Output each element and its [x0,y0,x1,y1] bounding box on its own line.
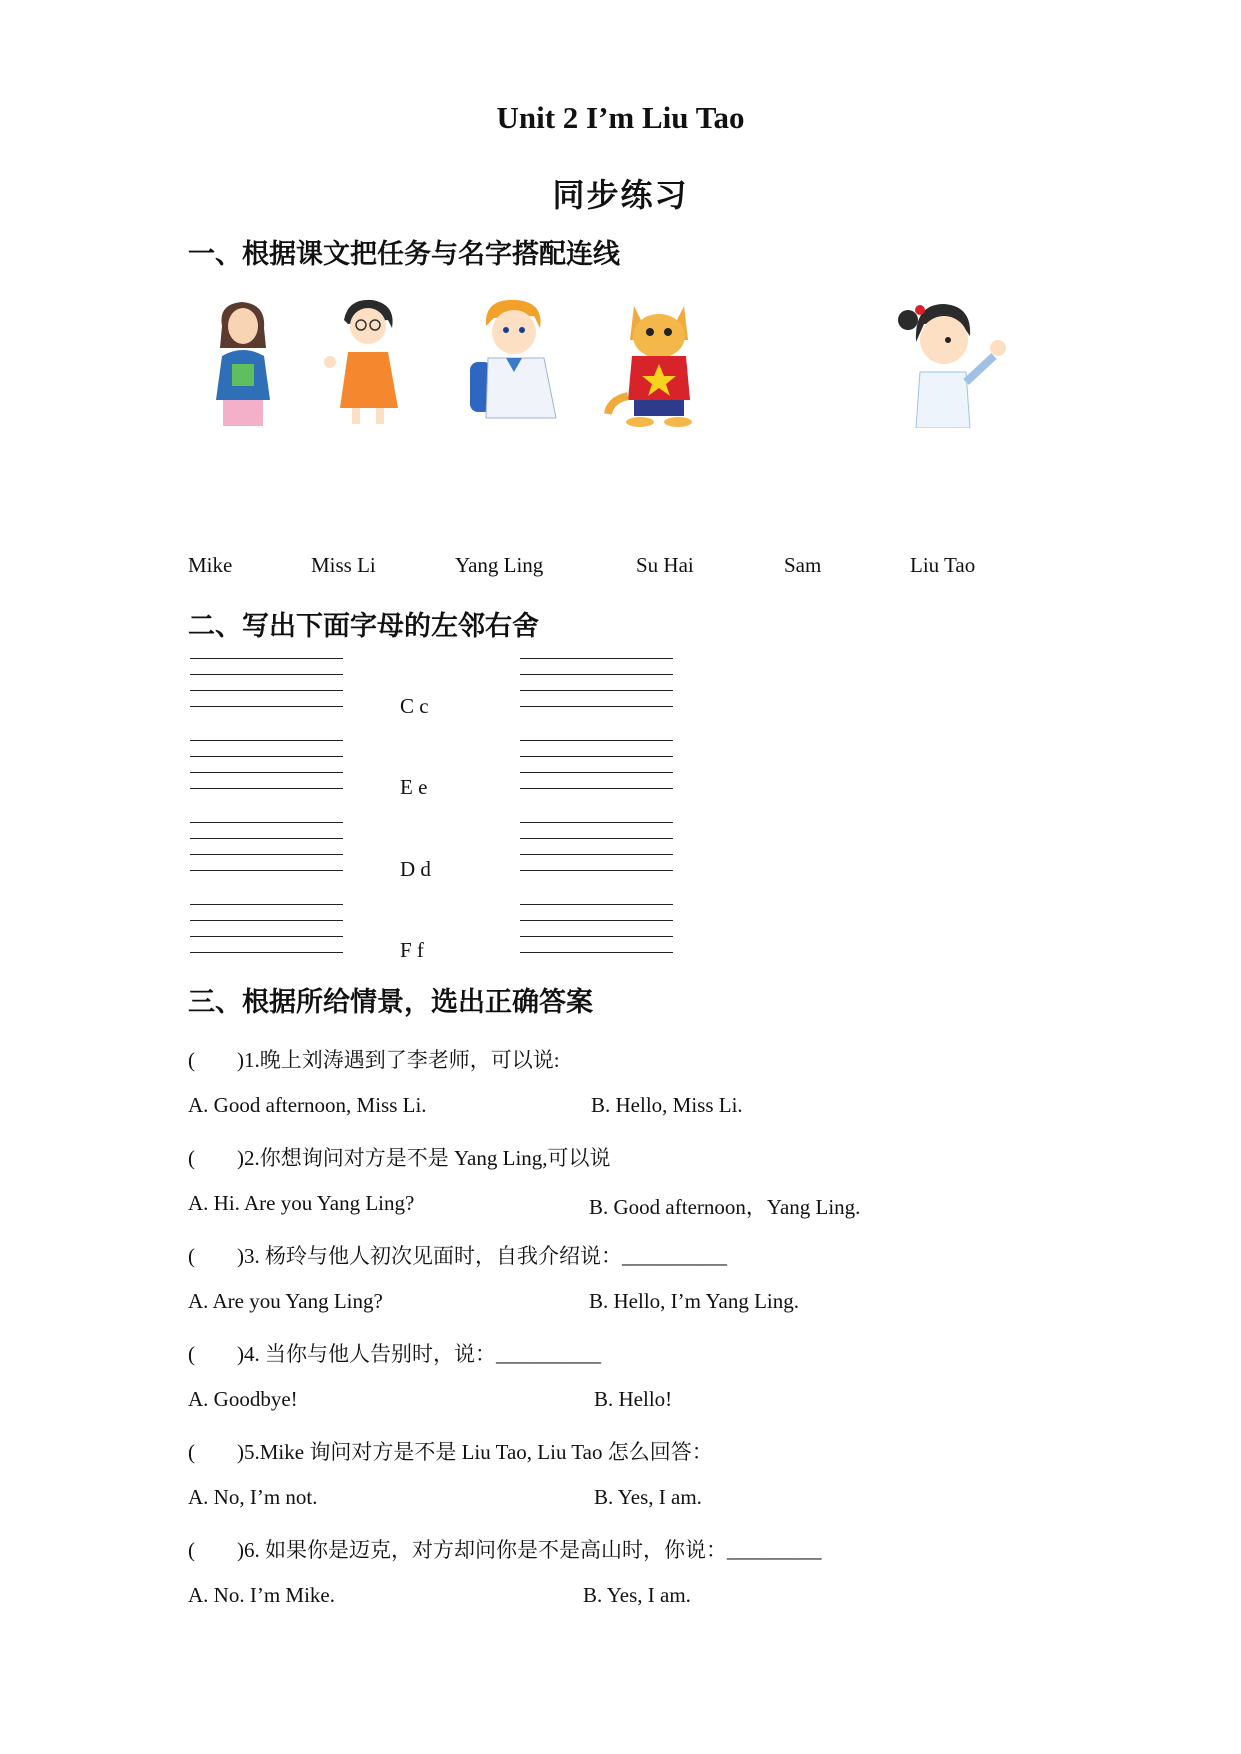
writing-line [520,854,673,855]
question-3-option-b: B. Hello, I’m Yang Ling. [589,1289,799,1313]
writing-line [520,904,673,905]
question-5: ( )5.Mike 询问对方是不是 Liu Tao, Liu Tao 怎么回答： [188,1440,713,1464]
letter-f: F f [400,938,424,962]
writing-line [520,788,673,789]
question-6-option-b: B. Yes, I am. [583,1583,691,1607]
writing-line [520,772,673,773]
cat-figure [604,296,714,428]
name-sam: Sam [784,553,822,577]
writing-line [520,658,673,659]
question-4-option-a: A. Goodbye! [188,1387,298,1411]
page-subtitle: 同步练习 [552,177,689,213]
question-3: ( )3. 杨玲与他人初次见面时，自我介绍说：__________ [188,1244,727,1268]
section1-heading: 一、根据课文把任务与名字搭配连线 [188,239,620,270]
name-yang-ling: Yang Ling [455,553,544,577]
girl-glasses-figure [322,296,412,428]
writing-line [520,920,673,921]
writing-line [190,690,343,691]
question-1-option-a: A. Good afternoon, Miss Li. [188,1093,427,1117]
name-liu-tao: Liu Tao [910,553,976,577]
question-4-option-b: B. Hello! [594,1387,673,1411]
name-su-hai: Su Hai [636,553,694,577]
page-title: Unit 2 I’m Liu Tao [496,100,745,135]
question-2-option-a: A. Hi. Are you Yang Ling? [188,1191,415,1215]
writing-line [190,870,343,871]
writing-line [190,838,343,839]
section3-heading: 三、根据所给情景，选出正确答案 [188,987,593,1018]
writing-line [190,854,343,855]
question-5-option-b: B. Yes, I am. [594,1485,702,1509]
writing-line [520,674,673,675]
question-2-option-b: B. Good afternoon，Yang Ling. [589,1195,861,1219]
writing-line [190,920,343,921]
writing-line [190,788,343,789]
letter-d: D d [400,857,431,881]
writing-line [190,772,343,773]
question-6: ( )6. 如果你是迈克，对方却问你是不是高山时，你说：_________ [188,1538,822,1562]
girl-ponytail-figure [890,296,1010,428]
name-mike: Mike [188,553,233,577]
writing-line [520,706,673,707]
question-3-option-a: A. Are you Yang Ling? [188,1289,383,1313]
writing-line [520,690,673,691]
writing-line [190,952,343,953]
writing-line [190,706,343,707]
writing-line [520,740,673,741]
writing-line [520,838,673,839]
writing-line [190,674,343,675]
writing-line [520,822,673,823]
question-1: ( )1.晚上刘涛遇到了李老师，可以说: [188,1048,560,1072]
letter-e: E e [400,775,428,799]
name-miss-li: Miss Li [311,553,376,577]
writing-line [190,756,343,757]
writing-line [190,822,343,823]
question-6-option-a: A. No. I’m Mike. [188,1583,335,1607]
writing-line [190,904,343,905]
writing-line [190,740,343,741]
section2-heading: 二、写出下面字母的左邻右舍 [188,611,539,642]
writing-line [520,952,673,953]
teacher-figure [208,296,278,428]
question-5-option-a: A. No, I’m not. [188,1485,318,1509]
writing-line [190,658,343,659]
letter-c: C c [400,694,429,718]
writing-line [520,756,673,757]
question-4: ( )4. 当你与他人告别时，说：__________ [188,1342,601,1366]
writing-line [520,870,673,871]
boy-backpack-figure [464,296,564,428]
writing-line [190,936,343,937]
question-1-option-b: B. Hello, Miss Li. [591,1093,743,1117]
writing-line [520,936,673,937]
question-2: ( )2.你想询问对方是不是 Yang Ling,可以说 [188,1146,611,1170]
